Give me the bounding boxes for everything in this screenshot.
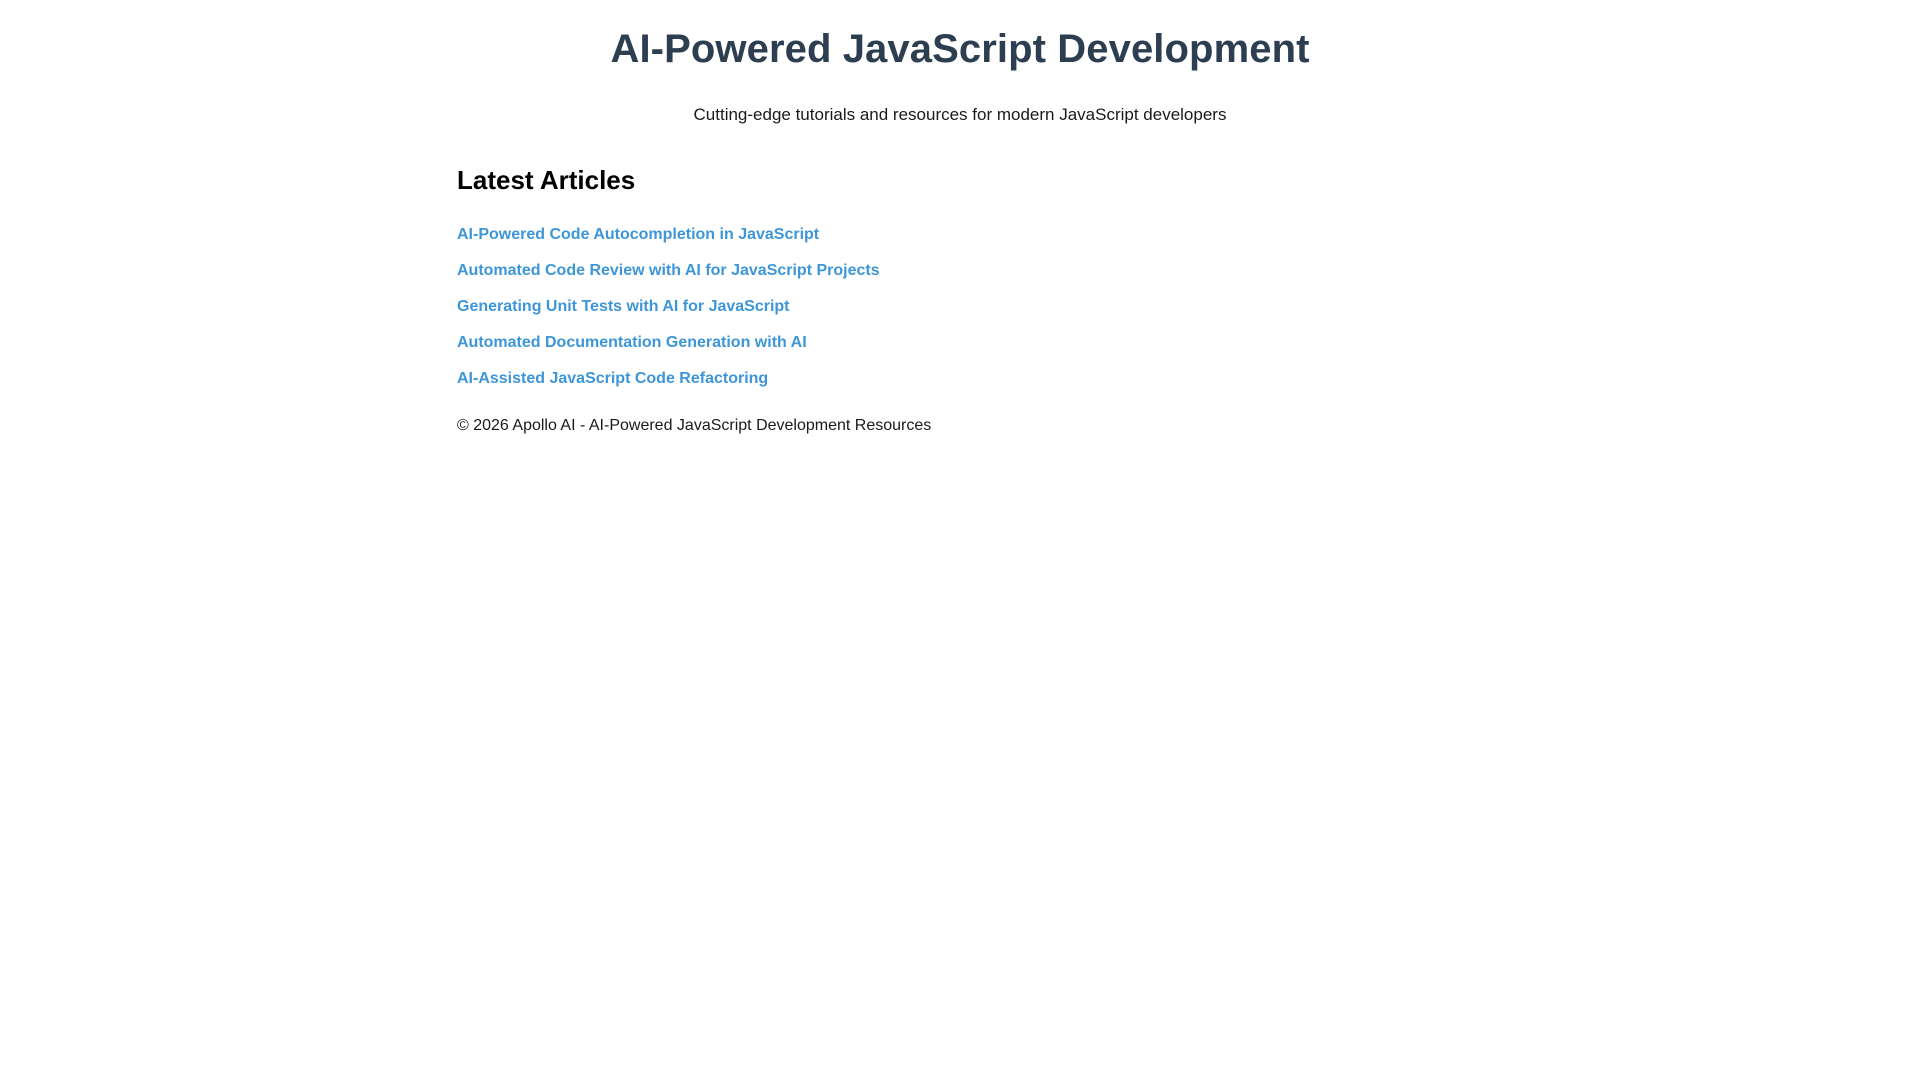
list-item: [457, 217, 1920, 253]
site-footer: [457, 397, 1920, 437]
main-content: [0, 128, 1920, 438]
article-list: [457, 196, 1920, 397]
article-link[interactable]: Automated Documentation Generation with AI: [457, 334, 807, 352]
page-title: AI-Powered JavaScript Development: [610, 27, 1310, 71]
list-item: [457, 289, 1920, 325]
page-subtitle: Cutting-edge tutorials and resources for modern JavaScript developers: [693, 105, 1227, 125]
article-link[interactable]: Generating Unit Tests with AI for JavaScript: [457, 298, 790, 316]
list-item: [457, 361, 1920, 397]
latest-articles-heading: Latest Articles: [457, 164, 636, 195]
article-link[interactable]: AI-Assisted JavaScript Code Refactoring: [457, 370, 769, 388]
article-link[interactable]: Automated Code Review with AI for JavaScript Projects: [457, 262, 880, 280]
list-item: [457, 253, 1920, 289]
article-link[interactable]: AI-Powered Code Autocompletion in JavaScript: [457, 226, 820, 244]
copyright-text: © 2026 Apollo AI - AI-Powered JavaScript Development Resources: [457, 417, 932, 435]
site-header: [0, 0, 1920, 128]
list-item: [457, 325, 1920, 361]
